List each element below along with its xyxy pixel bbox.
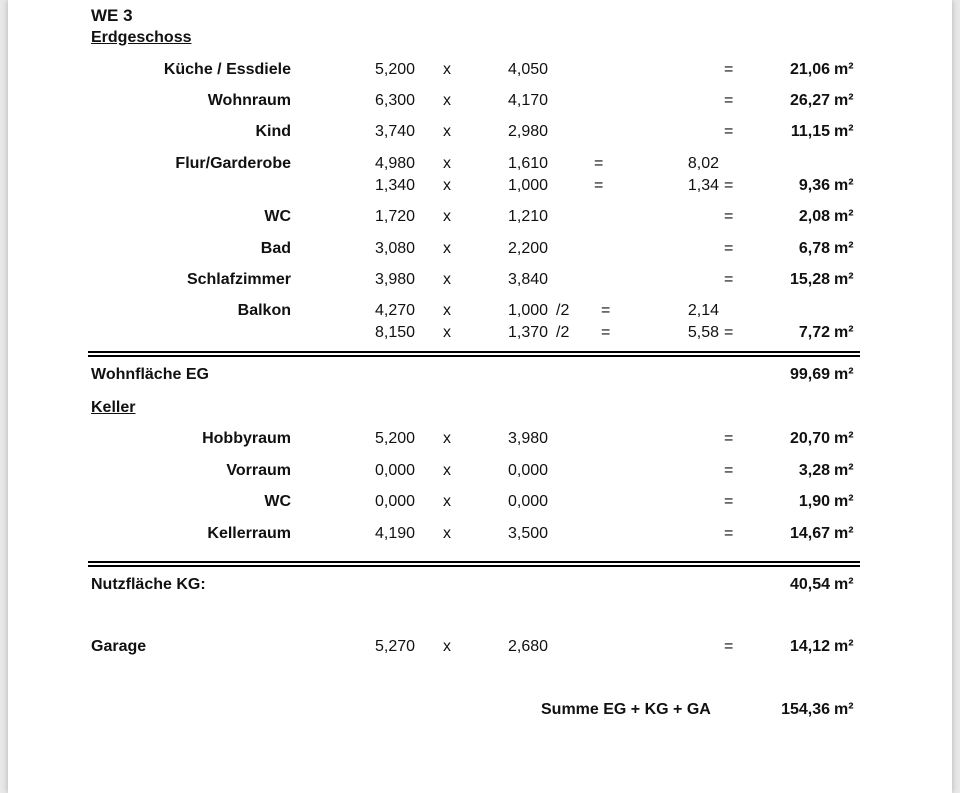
area-unit: m²	[834, 493, 854, 510]
eg-total-value: 99,69	[789, 366, 830, 383]
equals-sign: =	[601, 302, 611, 319]
width-value: 4,170	[508, 92, 549, 109]
eg-total-label: Wohnfläche EG	[91, 366, 209, 383]
room-label: Küche / Essdiele	[163, 61, 291, 78]
total-rule-top	[88, 561, 860, 563]
times-sign: x	[443, 271, 451, 288]
area-unit: m²	[834, 61, 854, 78]
divisor: /2	[556, 302, 570, 319]
room-label: Wohnraum	[207, 92, 291, 109]
area-result: 21,06	[789, 61, 830, 78]
kg-total-value: 40,54	[789, 576, 830, 593]
times-sign: x	[443, 177, 451, 194]
area-unit: m²	[834, 462, 854, 479]
length-value: 4,190	[375, 525, 416, 542]
width-value: 1,000	[508, 302, 549, 319]
length-value: 4,270	[375, 302, 416, 319]
garage-label: Garage	[91, 638, 147, 655]
room-label: Flur/Garderobe	[175, 155, 291, 172]
times-sign: x	[443, 92, 451, 109]
area-result: 14,12	[789, 638, 830, 655]
room-label: WC	[264, 208, 291, 225]
area-unit: m²	[834, 271, 854, 288]
area-unit: m²	[834, 525, 854, 542]
section-heading-keller: Keller	[91, 399, 136, 416]
area-result: 6,78	[798, 240, 830, 257]
times-sign: x	[443, 462, 451, 479]
width-value: 0,000	[508, 493, 549, 510]
times-sign: x	[443, 123, 451, 140]
equals-sign: =	[724, 208, 734, 225]
equals-sign: =	[724, 638, 734, 655]
times-sign: x	[443, 324, 451, 341]
area-result: 7,72	[798, 324, 830, 341]
equals-sign: =	[724, 271, 734, 288]
area-result: 9,36	[798, 177, 830, 194]
equals-sign: =	[724, 177, 734, 194]
width-value: 2,980	[508, 123, 549, 140]
document-title: WE 3	[91, 6, 133, 25]
width-value: 3,840	[508, 271, 549, 288]
width-value: 3,500	[508, 525, 549, 542]
times-sign: x	[443, 430, 451, 447]
times-sign: x	[443, 61, 451, 78]
length-value: 1,720	[375, 208, 416, 225]
length-value: 0,000	[375, 493, 416, 510]
equals-sign: =	[724, 92, 734, 109]
equals-sign: =	[594, 155, 604, 172]
grand-total-unit: m²	[834, 701, 854, 718]
times-sign: x	[443, 155, 451, 172]
width-value: 3,980	[508, 430, 549, 447]
length-value: 5,270	[375, 638, 416, 655]
area-result: 20,70	[789, 430, 830, 447]
equals-sign: =	[594, 177, 604, 194]
area-unit: m²	[834, 638, 854, 655]
total-rule-bottom	[88, 565, 860, 567]
area-result: 14,67	[789, 525, 830, 542]
length-value: 3,980	[375, 271, 416, 288]
grand-total-label: Summe EG + KG + GA	[541, 701, 711, 718]
length-value: 8,150	[375, 324, 416, 341]
room-label: Hobbyraum	[202, 430, 291, 447]
room-label: Schlafzimmer	[186, 271, 291, 288]
kg-total-unit: m²	[834, 576, 854, 593]
area-result: 26,27	[789, 92, 830, 109]
equals-sign: =	[724, 324, 734, 341]
area-unit: m²	[834, 123, 854, 140]
equals-sign: =	[724, 525, 734, 542]
times-sign: x	[443, 638, 451, 655]
width-value: 1,370	[508, 324, 549, 341]
times-sign: x	[443, 208, 451, 225]
equals-sign: =	[724, 123, 734, 140]
length-value: 3,740	[375, 123, 416, 140]
grand-total-value: 154,36	[781, 701, 830, 718]
subtotal-value: 2,14	[687, 302, 719, 319]
area-unit: m²	[834, 324, 854, 341]
area-result: 1,90	[798, 493, 830, 510]
width-value: 0,000	[508, 462, 549, 479]
equals-sign: =	[724, 61, 734, 78]
area-result: 11,15	[790, 123, 830, 140]
area-result: 15,28	[789, 271, 830, 288]
document-page	[8, 0, 952, 793]
equals-sign: =	[724, 430, 734, 447]
total-rule-top	[88, 351, 860, 353]
times-sign: x	[443, 240, 451, 257]
area-unit: m²	[834, 177, 854, 194]
width-value: 1,000	[508, 177, 549, 194]
equals-sign: =	[724, 493, 734, 510]
section-heading-erdgeschoss: Erdgeschoss	[91, 29, 192, 46]
width-value: 1,610	[508, 155, 549, 172]
length-value: 4,980	[375, 155, 416, 172]
room-label: Vorraum	[226, 462, 291, 479]
equals-sign: =	[724, 462, 734, 479]
times-sign: x	[443, 302, 451, 319]
length-value: 6,300	[375, 92, 416, 109]
width-value: 4,050	[508, 61, 549, 78]
width-value: 1,210	[508, 208, 549, 225]
equals-sign: =	[724, 240, 734, 257]
length-value: 5,200	[375, 430, 416, 447]
room-label: WC	[264, 493, 291, 510]
subtotal-value: 1,34	[687, 177, 719, 194]
equals-sign: =	[601, 324, 611, 341]
eg-total-unit: m²	[834, 366, 854, 383]
area-result: 3,28	[798, 462, 830, 479]
subtotal-value: 5,58	[687, 324, 719, 341]
length-value: 1,340	[375, 177, 416, 194]
kg-total-label: Nutzfläche KG:	[91, 576, 206, 593]
room-label: Bad	[260, 240, 291, 257]
subtotal-value: 8,02	[687, 155, 719, 172]
divisor: /2	[556, 324, 570, 341]
area-unit: m²	[834, 92, 854, 109]
length-value: 3,080	[375, 240, 416, 257]
area-unit: m²	[834, 430, 854, 447]
area-unit: m²	[834, 240, 854, 257]
room-label: Kellerraum	[207, 525, 291, 542]
length-value: 0,000	[375, 462, 416, 479]
width-value: 2,680	[508, 638, 549, 655]
area-unit: m²	[834, 208, 854, 225]
length-value: 5,200	[375, 61, 416, 78]
total-rule-bottom	[88, 355, 860, 357]
times-sign: x	[443, 493, 451, 510]
width-value: 2,200	[508, 240, 549, 257]
area-result: 2,08	[798, 208, 830, 225]
room-label: Balkon	[237, 302, 291, 319]
times-sign: x	[443, 525, 451, 542]
room-label: Kind	[255, 123, 291, 140]
